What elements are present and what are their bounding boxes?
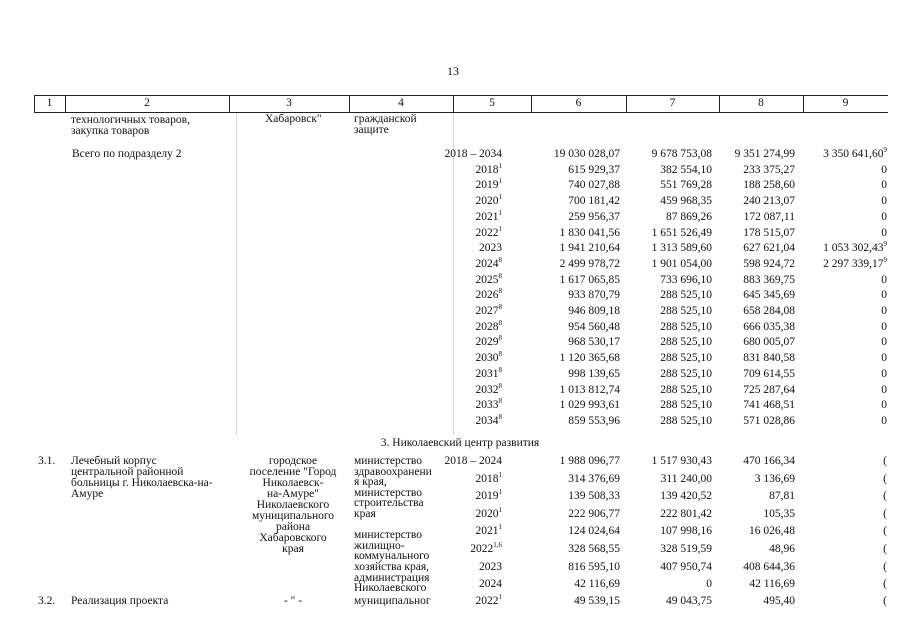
column-rule [236,113,237,435]
local-budget-cell: 741 468,51 [743,399,795,412]
year-cell-footnote: 8 [498,350,502,359]
extra-funds-cell-footnote: 9 [883,255,887,264]
regional-budget-cell: 288 525,10 [660,352,712,365]
column-header: 6 [575,97,582,109]
regional-budget-cell: 328 519,59 [660,543,712,555]
year-cell: 2019$^1$ [475,177,502,192]
year-cell: 2021$^1$ [475,208,502,223]
total-cell: 954 560,48 [568,320,620,333]
regional-budget-cell: 382 554,10 [660,163,712,176]
column-header: 3 [286,97,292,109]
local-budget-cell: 883 369,75 [743,273,795,286]
extra-funds-cell: 1 053 302,43$^9$ [823,240,887,255]
year-cell-footnote: 1 [498,161,502,170]
extra-funds-cell: 0 [881,289,887,302]
year-cell-footnote: 8 [498,397,502,406]
total-cell: 700 181,42 [568,195,620,208]
extra-funds-cell: 0 [881,414,887,427]
total-cell: 1 013 812,74 [559,383,620,396]
local-budget-cell: 408 644,36 [743,560,795,573]
extra-funds-cell: 0 [881,273,887,286]
extra-funds-cell: 0 [881,195,887,208]
local-budget-cell: 42 116,69 [749,578,795,591]
year-cell-footnote: 1 [498,523,502,532]
year-cell-footnote: 1 [498,224,502,233]
local-budget-cell: 48,96 [769,543,795,555]
extra-funds-cell: 0 [881,163,887,176]
regional-budget-cell: 1 901 054,00 [651,257,712,270]
total-cell: 124 024,64 [568,525,620,538]
extra-funds-cell: ( [883,578,887,591]
year-cell: 2034$^8$ [475,412,502,427]
extra-funds-cell: 0 [881,336,887,349]
total-cell: 314 376,69 [568,472,620,485]
local-budget-cell: 188 258,60 [743,179,795,192]
year-cell: 2023 [479,242,502,255]
total-cell: 1 941 210,64 [559,242,620,255]
extra-funds-cell: 0 [881,352,887,365]
regional-budget-cell: 288 525,10 [660,320,712,333]
column-header: 2 [144,97,150,109]
subtotal-label: Всего по подразделу 2 [72,148,182,160]
year-cell-footnote: 8 [498,412,502,421]
continued-event-name: технологичных товаров, закупка товаров [71,114,190,137]
extra-funds-cell: ( [883,455,887,467]
year-cell: 2024 [479,578,502,591]
regional-budget-cell: 288 525,10 [660,336,712,349]
year-cell-footnote: 1,6 [493,541,502,549]
continued-responsible: гражданской защите [354,113,417,136]
local-budget-cell: 3 136,69 [754,472,795,485]
total-cell: 1 029 993,61 [559,399,620,412]
regional-budget-cell: 1 651 526,49 [651,226,712,239]
item-location: - " - [283,595,303,607]
extra-funds-cell-footnote: 9 [883,146,887,154]
local-budget-cell: 627 621,04 [743,242,795,255]
year-cell: 2020$^1$ [475,193,502,208]
total-cell: 19 030 028,07 [553,148,620,160]
year-cell: 2023 [479,560,502,573]
year-cell: 2028$^8$ [475,318,502,333]
total-cell: 259 956,37 [568,210,620,223]
year-cell: 2031$^8$ [475,365,502,380]
year-cell-footnote: 8 [498,271,502,280]
regional-budget-cell: 49 043,75 [666,595,712,607]
regional-budget-cell: 9 678 753,08 [651,148,712,160]
total-cell: 968 530,17 [568,336,620,349]
regional-budget-cell: 288 525,10 [660,383,712,396]
year-cell-footnote: 8 [498,365,502,374]
regional-budget-cell: 1 517 930,43 [651,455,712,467]
continued-location: Хабаровск" [265,113,322,125]
extra-funds-cell: ( [883,507,887,520]
extra-funds-cell: 2 297 339,17$^9$ [823,255,887,270]
total-cell: 49 539,15 [574,595,620,607]
total-cell: 740 027,88 [568,179,620,192]
year-cell-footnote: 1 [498,470,502,479]
total-cell: 222 906,77 [568,507,620,520]
regional-budget-cell: 407 950,74 [660,560,712,573]
regional-budget-cell: 551 769,28 [660,179,712,192]
extra-funds-cell: ( [883,525,887,538]
local-budget-cell: 709 614,55 [743,367,795,380]
total-cell: 816 595,10 [568,560,620,573]
local-budget-cell: 172 087,11 [743,210,795,223]
extra-funds-cell: ( [883,490,887,503]
local-budget-cell: 725 287,64 [743,383,795,396]
item-number: 3.2. [38,595,56,607]
local-budget-cell: 598 924,72 [743,257,795,270]
year-cell-footnote: 1 [498,488,502,497]
column-header: 1 [46,97,53,109]
item-location: городское поселение "Город Николаевск- на-Амуре" Николаевского муниципального района Хабаровского края [249,455,337,555]
extra-funds-cell: 0 [881,179,887,192]
local-budget-cell: 666 035,38 [743,320,795,333]
extra-funds-cell: ( [883,472,887,485]
year-cell: 2018$^1$ [475,470,502,485]
regional-budget-cell: 288 525,10 [660,399,712,412]
local-budget-cell: 87,81 [769,490,795,503]
local-budget-cell: 658 284,08 [743,305,795,317]
extra-funds-cell: 0 [881,305,887,317]
page-number: 13 [447,64,459,78]
regional-budget-cell: 87 869,26 [666,210,712,223]
year-cell: 2021$^1$ [475,523,502,538]
year-cell-footnote: 8 [498,318,502,327]
local-budget-cell: 9 351 274,99 [734,148,795,160]
local-budget-cell: 233 375,27 [743,163,795,176]
extra-funds-cell: 0 [881,383,887,396]
item-name: Реализация проекта [71,595,169,607]
extra-funds-cell: 0 [881,399,887,412]
local-budget-cell: 831 840,58 [743,352,795,365]
local-budget-cell: 240 213,07 [743,195,795,208]
regional-budget-cell: 139 420,52 [660,490,712,503]
column-header: 7 [669,97,676,109]
local-budget-cell: 105,35 [763,507,795,520]
year-cell: 2018 – 2024 [444,455,502,467]
total-cell: 946 809,18 [568,305,620,317]
total-cell: 615 929,37 [568,163,620,176]
year-cell-footnote: 8 [498,381,502,390]
total-cell: 328 568,55 [568,543,620,555]
regional-budget-cell: 222 801,42 [660,507,712,520]
year-cell-footnote: 1 [498,593,502,601]
regional-budget-cell: 733 696,10 [660,273,712,286]
total-cell: 42 116,69 [574,578,620,591]
total-cell: 1 988 096,77 [559,455,620,467]
column-header: 8 [758,97,764,109]
item-number: 3.1. [38,455,56,467]
year-cell: 2022$^{1,6}$ [470,541,502,555]
regional-budget-cell: 0 [706,578,712,591]
year-cell: 2024$^8$ [475,255,502,270]
column-header: 4 [398,97,404,109]
regional-budget-cell: 288 525,10 [660,414,712,427]
year-cell-footnote: 8 [498,303,502,311]
local-budget-cell: 645 345,69 [743,289,795,302]
extra-funds-cell: ( [883,560,887,573]
year-cell-footnote: 8 [498,255,502,264]
total-cell: 933 870,79 [568,289,620,302]
total-cell: 998 139,65 [568,367,620,380]
total-cell: 859 553,96 [568,414,620,427]
regional-budget-cell: 107 998,16 [660,525,712,538]
item-responsible: муниципальног [354,595,431,607]
year-cell-footnote: 8 [498,334,502,343]
regional-budget-cell: 459 968,35 [660,195,712,208]
regional-budget-cell: 288 525,10 [660,305,712,317]
regional-budget-cell: 311 240,00 [660,472,712,485]
year-cell: 2018 – 2034 [444,148,502,160]
year-cell-footnote: 1 [498,505,502,514]
year-cell: 2022$^1$ [475,224,502,239]
extra-funds-cell: 3 350 641,60$^9$ [823,146,887,160]
year-cell-footnote: 1 [498,177,502,186]
year-cell: 2025$^8$ [475,271,502,286]
local-budget-cell: 495,40 [763,595,795,607]
item-responsible: министерство здравоохранени я края, министерство строительства края министерство жилищно- коммунального хозяйства края, администрация Николаевского [354,455,432,595]
year-cell: 2026$^8$ [475,287,502,302]
total-cell: 1 617 065,85 [559,273,620,286]
total-cell: 1 830 041,56 [559,226,620,239]
year-cell: 2022$^1$ [475,593,502,607]
regional-budget-cell: 288 525,10 [660,289,712,302]
year-cell: 2033$^8$ [475,397,502,412]
local-budget-cell: 16 026,48 [749,525,795,538]
column-header: 9 [842,97,849,109]
regional-budget-cell: 288 525,10 [660,367,712,380]
extra-funds-cell-footnote: 9 [883,240,887,249]
year-cell: 2020$^1$ [475,505,502,520]
local-budget-cell: 571 028,86 [743,414,795,427]
local-budget-cell: 178 515,07 [743,226,795,239]
extra-funds-cell: ( [883,595,887,607]
section-title: 3. Николаевский центр развития [380,437,540,449]
regional-budget-cell: 1 313 589,60 [651,242,712,255]
year-cell: 2027$^8$ [475,303,502,317]
item-name: Лечебный корпус центральной районной больницы г. Николаевска-на- Амуре [71,455,213,500]
year-cell: 2032$^8$ [475,381,502,396]
extra-funds-cell: 0 [881,367,887,380]
extra-funds-cell: 0 [881,210,887,223]
column-header: 5 [489,97,495,109]
total-cell: 139 508,33 [568,490,620,503]
year-cell: 2030$^8$ [475,350,502,365]
total-cell: 2 499 978,72 [559,257,620,270]
extra-funds-cell: 0 [881,320,887,333]
local-budget-cell: 680 005,07 [743,336,795,349]
extra-funds-cell: ( [883,543,887,555]
year-cell: 2019$^1$ [475,488,502,503]
table-header-bottom-border [34,112,888,113]
local-budget-cell: 470 166,34 [743,455,795,467]
year-cell-footnote: 1 [498,208,502,217]
year-cell-footnote: 8 [498,287,502,296]
total-cell: 1 120 365,68 [559,352,620,365]
year-cell: 2018$^1$ [475,161,502,176]
year-cell: 2029$^8$ [475,334,502,349]
extra-funds-cell: 0 [881,226,887,239]
year-cell-footnote: 1 [498,193,502,202]
